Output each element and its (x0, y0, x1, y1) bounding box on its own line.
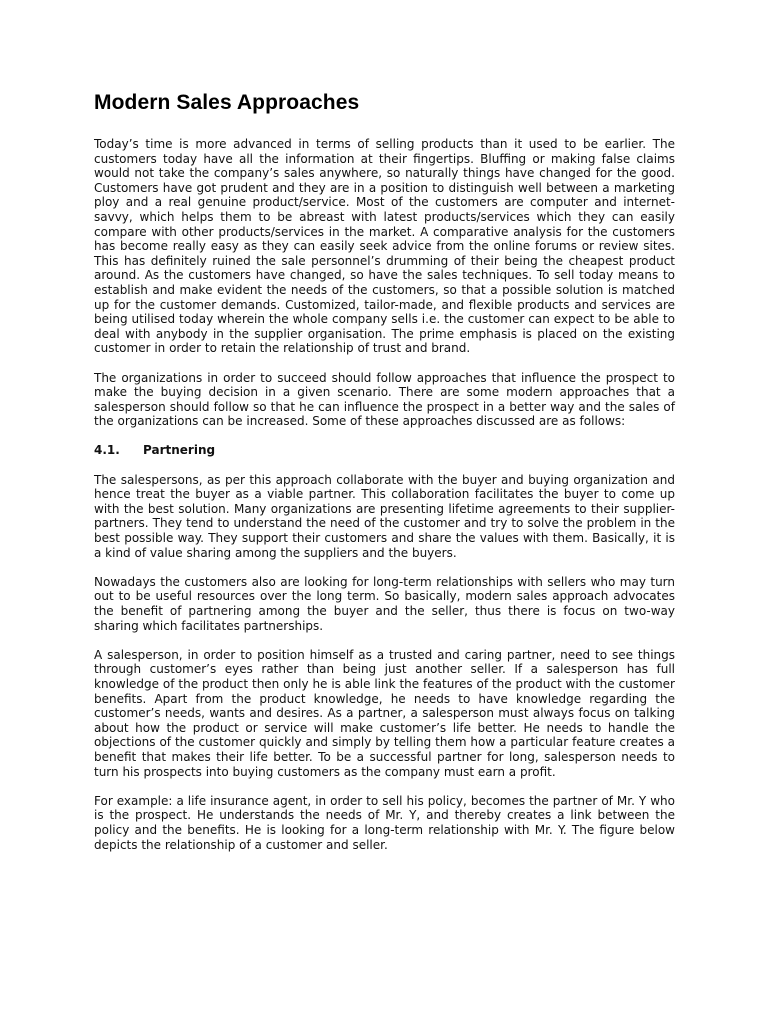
section-paragraph-4: For example: a life insurance agent, in order to sell his policy, becomes the partner of Mr. Y who is the prospect. He understands the needs of Mr. Y, and thereby creates a link between the policy and the benefits. He is looking for a long-term relationship with Mr. Y. The figure below depicts the relationship of a customer and seller. (94, 793, 675, 852)
document-body (94, 90, 675, 867)
section-paragraph-2: Nowadays the customers also are looking for long-term relationships with sellers who may turn out to be useful resources over the long term. So basically, modern sales approach advocates the benefit of partnering among the buyer and the seller, thus there is focus on two-way sharing which facilitates partnerships. (94, 574, 675, 633)
section-paragraph-1: The salespersons, as per this approach collaborate with the buyer and buying organization and hence treat the buyer as a viable partner. This collaboration facilitates the buyer to come up with the best solution. Many organizations are presenting lifetime agreements to their supplier-partners. They tend to understand the need of the customer and try to solve the problem in the best possible way. They support their customers and share the values with them. Basically, it is a kind of value sharing among the suppliers and the buyers. (94, 472, 675, 560)
document-title: Modern Sales Approaches (94, 91, 360, 114)
intro-paragraph-1: Today’s time is more advanced in terms of selling products than it used to be earlier. The customers today have all the information at their fingertips. Bluffing or making false claims would not take the company’s sales anywhere, so naturally things have changed for the good. Customers have got prudent and they are in a position to distinguish well between a marketing ploy and a real genuine product/service. Most of the customers are computer and internet-savvy, which helps them to be abreast with latest products/services which they can easily compare with other products/services in the market. A comparative analysis for the customers has become really easy as they can easily seek advice from the online forums or review sites. This has definitely ruined the sale personnel’s drumming of their being the cheapest product around. As the customers have changed, so have the sales techniques. To sell today means to establish and make evident the needs of the customers, so that a possible solution is matched up for the customer demands. Customized, tailor-made, and flexible products and services are being utilised today wherein the whole company sells i.e. the customer can expect to be able to deal with anybody in the supplier organisation. The prime emphasis is placed on the existing customer in order to retain the relationship of trust and brand. (94, 137, 675, 356)
section-paragraph-3: A salesperson, in order to position himself as a trusted and caring partner, need to see things through customer’s eyes rather than being just another seller. If a salesperson has full knowledge of the product then only he is able link the features of the product with the customer benefits. Apart from the product knowledge, he needs to have knowledge regarding the customer’s needs, wants and desires. As a partner, a salesperson must always focus on talking about how the product or service will make customer’s life better. He needs to handle the objections of the customer quickly and simply by telling them how a particular feature creates a benefit that makes their life better. To be a successful partner for long, salesperson needs to turn his prospects into buying customers as the company must earn a profit. (94, 647, 675, 779)
section-number: 4.1. (94, 443, 120, 458)
section-heading (94, 443, 675, 458)
section-title: Partnering (143, 443, 216, 458)
intro-paragraph-2: The organizations in order to succeed should follow approaches that influence the prospect to make the buying decision in a given scenario. There are some modern approaches that a salesperson should follow so that he can influence the prospect in a better way and the sales of the organizations can be increased. Some of these approaches discussed are as follows: (94, 370, 675, 429)
